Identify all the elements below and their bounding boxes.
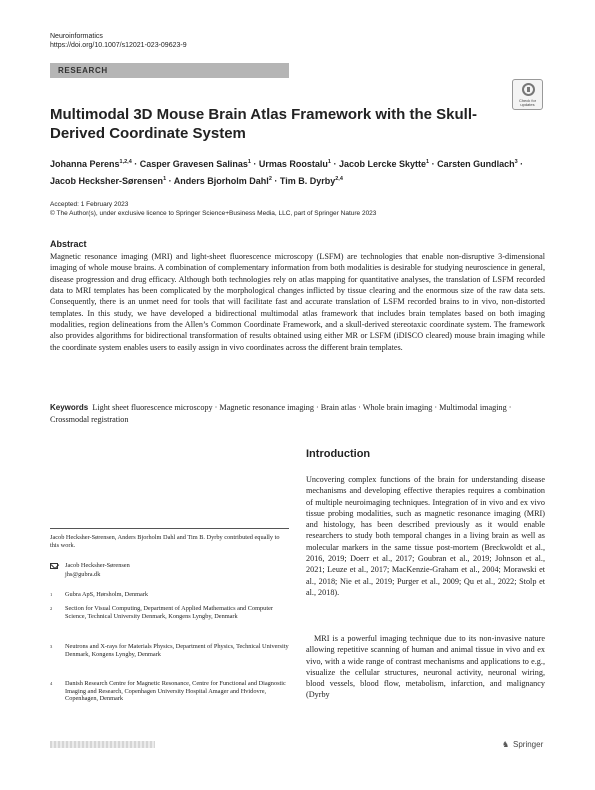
article-title: Multimodal 3D Mouse Brain Atlas Framework with the Skull-Derived Coordinate System xyxy=(50,106,478,142)
author-affil-mark: 1 xyxy=(163,176,167,182)
author-affil-mark: 1 xyxy=(327,159,331,165)
affiliation-mark: 2 xyxy=(50,606,53,611)
author-name[interactable]: Casper Gravesen Salinas xyxy=(139,159,248,169)
author-name[interactable]: Jacob Hecksher-Sørensen xyxy=(50,176,164,186)
author-name[interactable]: Johanna Perens xyxy=(50,159,120,169)
article-type-bar xyxy=(50,63,289,78)
affiliation-text: Neutrons and X-rays for Materials Physics, Department of Physics, Technical University Denmark, Kongens Lyngby, Denmark xyxy=(65,643,289,658)
updates-badge-label: Check for updates xyxy=(518,98,537,107)
author-name[interactable]: Anders Bjorholm Dahl xyxy=(173,176,269,186)
author-affil-mark: 1 xyxy=(426,159,430,165)
springer-logo xyxy=(502,740,543,749)
footer-decoration xyxy=(50,741,155,748)
affiliation-mark: 3 xyxy=(50,644,53,649)
affiliation-item xyxy=(50,680,289,712)
corresponding-author-name: Jacob Hecksher-Sørensen xyxy=(65,562,130,569)
author-list: Johanna Perens$^{1,2,4}$ · Casper Gravesen Salinas$^1$ · Urmas Roostalu$^1$ · Jacob Lercke Skytte$^1$ · Carsten Gundlach$^3$ · Jacob Hecksher-Sørensen$^1$ · Anders Bjorholm Dahl$^2$ · Tim B. Dyrby$^{2,4}$ xyxy=(50,159,524,186)
affiliation-text: Gubra ApS, Hørsholm, Denmark xyxy=(65,591,149,598)
keywords-text: Light sheet fluorescence microscopy · Magnetic resonance imaging · Brain atlas · Whole brain imaging · Multimodal imaging · Crossmodal registration xyxy=(50,403,512,424)
affiliation-item xyxy=(50,605,289,629)
abstract-heading: Abstract xyxy=(50,239,87,249)
author-affil-mark: 2,4 xyxy=(335,176,343,182)
introduction-paragraph: Uncovering complex functions of the brain for understanding disease mechanisms and developing effective therapies requires a combination of multiple neuroimaging techniques. Integration of in vivo and ex vivo tissue probing modalities, such as magnetic resonance imaging (MRI) and histology, has been described previously as it would enable researchers to study both temporal changes in a living brain as well as molecular markers in the same tissue post-mortem (Breckwoldt et al., 2016, 2019; Doerr et al., 2017; Goubran et al., 2019; Johnson et al., 2021; Leuze et al., 2017; MacKenzie-Graham et al., 2004; Morawski et al., 2018; Nie et al., 2019; Purger et al., 2009; Qu et al., 2022; Stolp et al., 2018). xyxy=(306,475,545,597)
author-affil-mark: 2 xyxy=(268,176,272,182)
introduction-paragraph: MRI is a powerful imaging technique due to its non-invasive nature allowing repetitive scanning of human and animal tissue in vivo and ex vivo, with a wide range of contrast mechanisms and applications to e.g., visualize the cellular structures, neuronal activity, neuronal wiring, blood vessels, blood flow, metabolism, infarction, and malignancy (Dyrby xyxy=(306,634,545,700)
affiliation-text: Section for Visual Computing, Department of Applied Mathematics and Computer Science, Technical University Denmark, Kongens Lyngby, Denmark xyxy=(65,605,273,620)
author-name[interactable]: Urmas Roostalu xyxy=(258,159,328,169)
introduction-heading: Introduction xyxy=(306,448,371,460)
springer-horse-icon: ♞ xyxy=(502,740,510,749)
journal-name: Neuroinformatics xyxy=(50,33,103,40)
affiliation-mark: 1 xyxy=(50,592,53,597)
author-affil-mark: 1 xyxy=(247,159,251,165)
author-name[interactable]: Tim B. Dyrby xyxy=(279,176,336,186)
accepted-date: Accepted: 1 February 2023 xyxy=(50,201,129,208)
affiliation-mark: 4 xyxy=(50,681,53,686)
affiliation-item xyxy=(50,591,289,599)
author-name[interactable]: Jacob Lercke Skytte xyxy=(338,159,427,169)
article-type-label: RESEARCH xyxy=(58,66,108,75)
publisher-name: Springer xyxy=(513,740,544,749)
equal-contribution-note: Jacob Hecksher-Sørensen, Anders Bjorholm Dahl and Tim B. Dyrby contributed equally to this work. xyxy=(50,534,280,549)
author-affil-mark: 1,2,4 xyxy=(119,159,132,165)
corresponding-author-email[interactable]: jhs@gubra.dk xyxy=(65,571,101,578)
copyright-notice: © The Author(s), under exclusive licence to Springer Science+Business Media, LLC, part of Springer Nature 2023 xyxy=(50,210,377,217)
doi-link[interactable]: https://doi.org/10.1007/s12021-023-09623-9 xyxy=(50,42,187,49)
envelope-icon xyxy=(50,563,58,569)
keywords-label: Keywords xyxy=(50,403,89,412)
affiliation-item xyxy=(50,643,289,667)
affiliation-text: Danish Research Centre for Magnetic Resonance, Centre for Functional and Diagnostic Imaging and Research, Copenhagen University Hospital Amager and Hvidovre, Copenhagen, Denmark xyxy=(65,680,286,703)
author-affil-mark: 3 xyxy=(514,159,518,165)
footnote-divider xyxy=(50,528,289,529)
author-name[interactable]: Carsten Gundlach xyxy=(437,159,515,169)
keywords-block xyxy=(50,402,545,426)
update-icon xyxy=(522,83,535,96)
abstract-text: Magnetic resonance imaging (MRI) and light-sheet fluorescence microscopy (LSFM) are technologies that enable non-disruptive 3-dimensional imaging of whole mouse brains. A combination of complementary information from both modalities is desirable for studying neuroscience in general, disease progression and drug efficacy. Although both technologies rely on atlas mapping for quantitative analyses, the translation of LSFM recorded data to MRI templates has been complicated by the morphological changes inflicted by tissue clearing and the enormous size of the raw data sets. Consequently, there is an unmet need for tools that will facilitate fast and accurate translation of LSFM recorded brains to in vivo, non-distorted templates. In this study, we have developed a bidirectional multimodal atlas framework that includes brain templates based on both imaging modalities, region delineations from the Allen’s Common Coordinate Framework, and a skull-derived stereotaxic coordinate system. The framework also provides algorithms for bidirectional transformation of results obtained using either MR or LSFM (iDISCO cleared) mouse brain imaging while the coordinate system enables users to easily assign in vivo coordinates across the different brain templates. xyxy=(50,252,545,352)
